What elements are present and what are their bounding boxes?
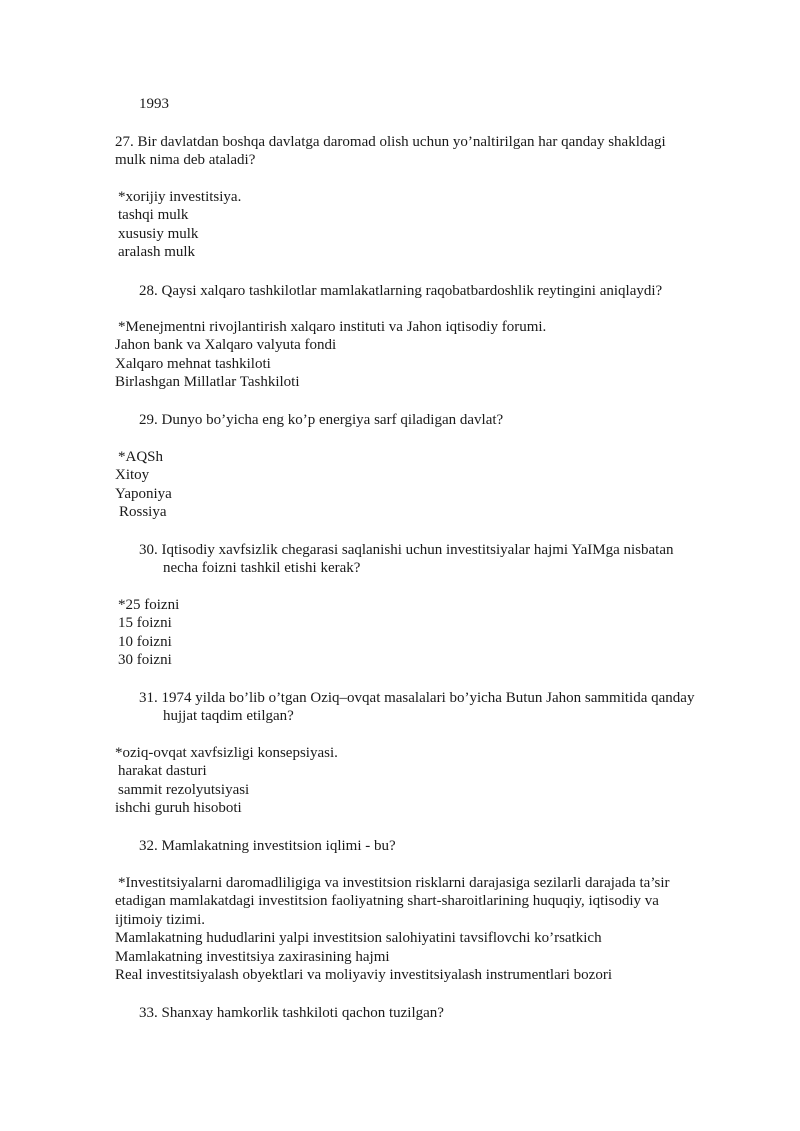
answer-option: Birlashgan Millatlar Tashkiloti — [115, 374, 300, 390]
answer-option: 15 foizni — [118, 615, 172, 631]
answer-option: 10 foizni — [118, 634, 172, 650]
question-31-line-2: hujjat taqdim etilgan? — [163, 708, 294, 724]
answer-option: xususiy mulk — [118, 226, 199, 242]
question-29: 29. Dunyo bo’yicha eng ko’p energiya sarf qiladigan davlat? — [139, 412, 504, 428]
answer-option: Jahon bank va Xalqaro valyuta fondi — [115, 337, 337, 353]
correct-answer: *Menejmentni rivojlantirish xalqaro instituti va Jahon iqtisodiy forumi. — [118, 319, 547, 335]
correct-answer: *oziq-ovqat xavfsizligi konsepsiyasi. — [115, 745, 338, 761]
answer-option: Mamlakatning investitsiya zaxirasining hajmi — [115, 949, 390, 965]
answer-option: Yaponiya — [115, 486, 172, 502]
question-33: 33. Shanxay hamkorlik tashkiloti qachon tuzilgan? — [139, 1005, 444, 1021]
answer-option: 30 foizni — [118, 652, 172, 668]
answer-option: Xitoy — [115, 467, 150, 483]
question-30-line-2: necha foizni tashkil etishi kerak? — [163, 560, 361, 576]
answer-option: harakat dasturi — [118, 763, 207, 779]
question-28: 28. Qaysi xalqaro tashkilotlar mamlakatlarning raqobatbardoshlik reytingini aniqlaydi? — [139, 283, 663, 299]
answer-option: Real investitsiyalash obyektlari va moliyaviy investitsiyalash instrumentlari bozori — [115, 967, 612, 983]
question-27-line-2: mulk nima deb ataladi? — [115, 152, 256, 168]
correct-answer: *AQSh — [118, 449, 164, 465]
answer-line: 1993 — [139, 96, 169, 112]
question-27-line-1: 27. Bir davlatdan boshqa davlatga daromad olish uchun yo’naltirilgan har qanday shakldagi — [115, 134, 666, 150]
answer-option: Mamlakatning hududlarini yalpi investitsion salohiyatini tavsiflovchi ko’rsatkich — [115, 930, 602, 946]
correct-answer-line-1: *Investitsiyalarni daromadliligiga va investitsion risklarni darajasiga sezilarli darajada ta’sir — [118, 875, 670, 891]
correct-answer-line-2: etadigan mamlakatdagi investitsion faoliyatning shart-sharoitlarining huquqiy, iqtisodiy va — [115, 893, 659, 909]
answer-option: sammit rezolyutsiyasi — [118, 782, 250, 798]
correct-answer-line-3: ijtimoiy tizimi. — [115, 912, 205, 928]
correct-answer: *25 foizni — [118, 597, 180, 613]
answer-option: ishchi guruh hisoboti — [115, 800, 242, 816]
answer-option: tashqi mulk — [118, 207, 189, 223]
question-30-line-1: 30. Iqtisodiy xavfsizlik chegarasi saqlanishi uchun investitsiyalar hajmi YaIMga nisbatan — [139, 542, 674, 558]
question-31-line-1: 31. 1974 yilda bo’lib o’tgan Oziq–ovqat masalalari bo’yicha Butun Jahon sammitida qanday — [139, 690, 695, 706]
answer-option: Rossiya — [119, 504, 167, 520]
answer-option: aralash mulk — [118, 244, 196, 260]
question-32: 32. Mamlakatning investitsion iqlimi - bu? — [139, 838, 396, 854]
answer-option: Xalqaro mehnat tashkiloti — [115, 356, 271, 372]
correct-answer: *xorijiy investitsiya. — [118, 189, 242, 205]
